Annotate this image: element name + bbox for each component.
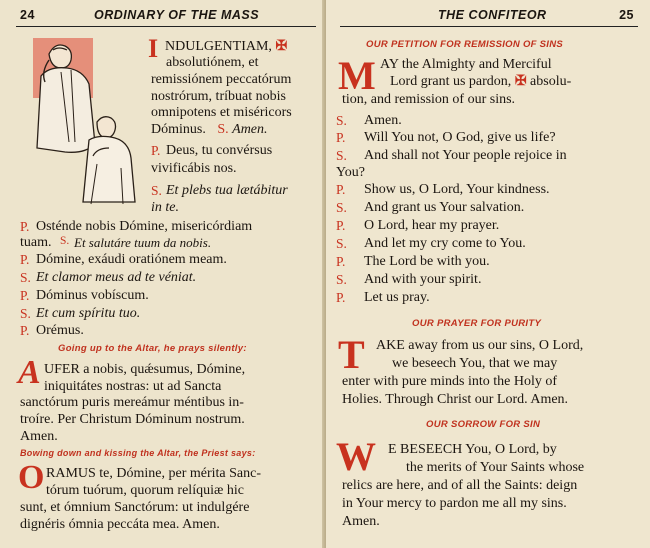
right-page-title: THE CONFITEOR [438, 8, 547, 22]
rubric-petition: OUR PETITION FOR REMISSION OF SINS [366, 39, 564, 50]
left-page-title: ORDINARY OF THE MASS [94, 8, 260, 22]
may-line-4: tion, and remission of our sins. [342, 92, 516, 107]
may-line-2: Lord grant us pardon, ✠ absolu- [390, 74, 572, 89]
cross-icon: ✠ [275, 39, 288, 54]
may-line-1: AY the Almighty and Merciful [380, 57, 552, 72]
deus-line-2: vivificábis nos. [151, 161, 237, 176]
aufer-line-4: troíre. Per Christum Dóminum nostrum. [20, 412, 245, 427]
take-initial: T [338, 332, 365, 377]
dialog-label-8: P. [20, 323, 30, 338]
take-line-4: Holies. Through Christ our Lord. Amen. [342, 392, 569, 407]
rubric-purity: OUR PRAYER FOR PURITY [412, 318, 542, 329]
deus-line-1: Deus, tu convérsus [166, 143, 273, 158]
dialog-label-6: P. [20, 288, 30, 303]
server-head [97, 117, 116, 138]
dialog-text-7: Et cum spíritu tuo. [36, 306, 141, 321]
priest-alb [37, 68, 95, 153]
deus-label: P. [151, 143, 161, 158]
right-running-head [340, 8, 638, 27]
indulgentiam-line-6: Dóminus. S. Amen. [151, 122, 268, 137]
we-line-4: in Your mercy to pardon me all my sins. [342, 496, 567, 511]
r-dialog-label-9: P. [336, 254, 346, 269]
aufer-line-1: UFER a nobis, quǽsumus, Dómine, [44, 362, 246, 377]
r-dialog-text-4: You? [336, 165, 365, 180]
r-dialog-text-5: Show us, O Lord, Your kindness. [364, 182, 550, 197]
r-dialog-text-11: Let us pray. [364, 290, 430, 305]
oramus-initial: O [18, 459, 45, 496]
take-line-1: AKE away from us our sins, O Lord, [376, 338, 584, 353]
et-plebs-label: S. [151, 183, 162, 198]
dialog-label-1: P. [20, 219, 30, 234]
oramus-line-2: tórum tuórum, quorum relíquiæ hic [46, 483, 244, 498]
cross-icon-2: ✠ [514, 74, 527, 89]
we-line-3: relics are here, and of all the Saints: deign [342, 478, 578, 493]
r-dialog-label-7: P. [336, 218, 346, 233]
rubric-bowing: Bowing down and kissing the Altar, the Priest says: [20, 448, 256, 458]
indulgentiam-line-1: NDULGENTIAM, ✠ [165, 39, 288, 54]
r-dialog-label-11: P. [336, 290, 346, 305]
take-line-3: enter with pure minds into the Holy of [342, 374, 558, 389]
oramus-line-4: dignéris ómnia peccáta mea. Amen. [20, 517, 220, 532]
dialog-text-4: Dómine, exáudi oratiónem meam. [36, 252, 227, 267]
indulgentiam-line-2: absolutiónem, et [166, 55, 259, 70]
r-dialog-label-2: P. [336, 130, 346, 145]
r-dialog-label-3: S. [336, 148, 347, 163]
r-dialog-text-9: The Lord be with you. [364, 254, 490, 269]
dialog-text-8: Orémus. [36, 323, 84, 338]
right-page [326, 0, 650, 548]
r-dialog-label-10: S. [336, 272, 347, 287]
r-dialog-text-2: Will You not, O God, give us life? [364, 130, 556, 145]
indulgentiam-initial: I [148, 34, 159, 63]
amen-label: S. [217, 122, 229, 137]
dialog-label-5: S. [20, 270, 31, 285]
dialog-text-5: Et clamor meus ad te véniat. [36, 270, 197, 285]
oramus-line-3: sunt, et ómnium Sanctórum: ut indulgére [20, 500, 250, 515]
indulgentiam-line-5: omnipotens et miséricors [151, 105, 292, 120]
et-plebs-line-1: Et plebs tua lætábitur [166, 183, 288, 198]
r-dialog-text-6: And grant us Your salvation. [364, 200, 525, 215]
r-dialog-label-6: S. [336, 200, 347, 215]
indulgentiam-line-4: nostrórum, tríbuat nobis [151, 89, 286, 104]
may-initial: M [338, 53, 376, 98]
dialog-label-4: P. [20, 252, 30, 267]
r-dialog-label-1: S. [336, 113, 347, 128]
r-dialog-text-1: Amen. [364, 113, 402, 128]
rubric-going-up: Going up to the Altar, he prays silently: [58, 343, 247, 354]
et-plebs-line-2: in te. [151, 200, 179, 215]
dialog-text-2: tuam. [20, 235, 52, 250]
dialog-text-6: Dóminus vobíscum. [36, 288, 149, 303]
priest-and-server-illustration [31, 36, 137, 206]
r-dialog-text-8: And let my cry come to You. [364, 236, 526, 251]
r-dialog-text-10: And with your spirit. [364, 272, 482, 287]
oramus-line-1: RAMUS te, Dómine, per mérita Sanc- [46, 466, 262, 481]
dialog-label-7: S. [20, 306, 31, 321]
aufer-initial: A [18, 354, 41, 391]
we-initial: W [336, 434, 376, 479]
aufer-line-3: sanctórum puris mereámur méntibus in- [20, 395, 244, 410]
r-dialog-text-3: And shall not Your people rejoice in [364, 148, 567, 163]
dialog-label-3: S. [60, 235, 70, 247]
rubric-sorrow: OUR SORROW FOR SIN [426, 419, 541, 430]
left-page-number: 24 [20, 8, 35, 22]
we-line-1: E BESEECH You, O Lord, by [388, 442, 557, 457]
take-line-2: we beseech You, that we may [392, 356, 558, 371]
r-dialog-label-5: P. [336, 182, 346, 197]
r-dialog-label-8: S. [336, 236, 347, 251]
we-line-5: Amen. [342, 514, 380, 529]
server-surplice [83, 136, 135, 202]
dialog-text-3: Et salutáre tuum da nobis. [74, 235, 212, 250]
we-line-2: the merits of Your Saints whose [406, 460, 585, 475]
aufer-line-2: iniquitátes nostras: ut ad Sancta [44, 379, 222, 394]
dialog-text-1: Osténde nobis Dómine, misericórdiam [36, 219, 253, 234]
right-page-number: 25 [619, 8, 634, 22]
left-running-head [16, 8, 316, 27]
r-dialog-text-7: O Lord, hear my prayer. [364, 218, 500, 233]
indulgentiam-line-3: remissiónem peccatórum [151, 72, 292, 87]
aufer-line-5: Amen. [20, 429, 58, 444]
